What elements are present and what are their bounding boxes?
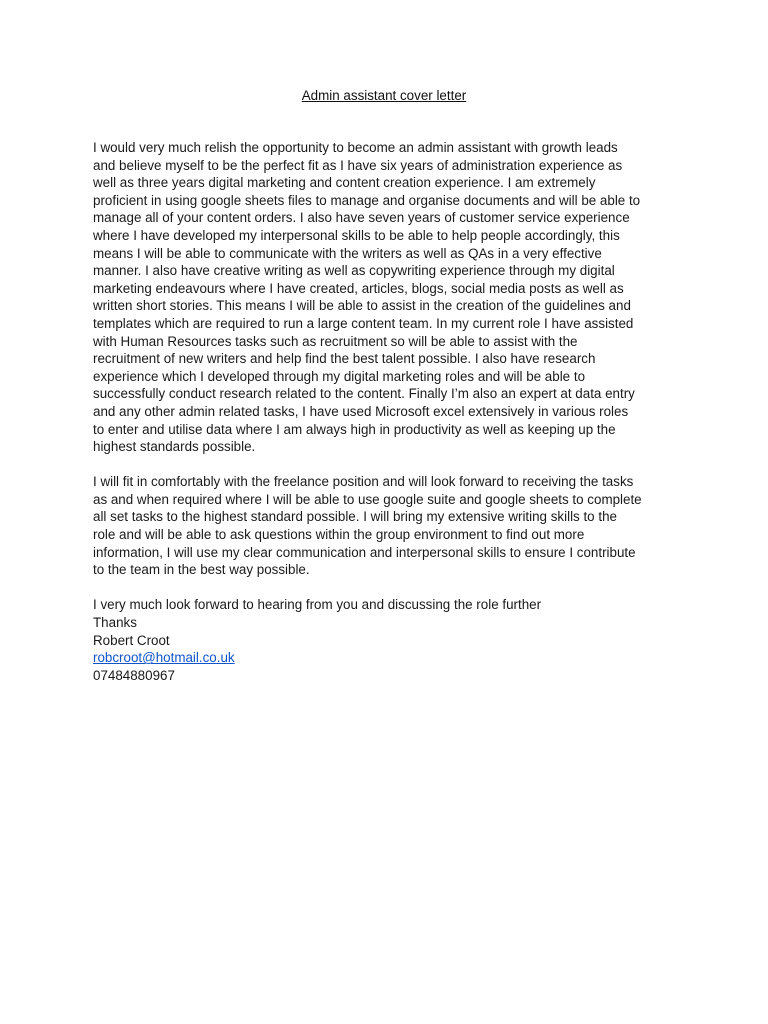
paragraph-freelance: I will fit in comfortably with the freelance position and will look forward to receiving the tasks as and when required where I will be able to use google suite and google sheets to complete all set tasks to the highest standard possible. I will bring my extensive writing skills to the role and will be able to ask questions within the group environment to find out more information, I will use my clear communication and interpersonal skills to ensure I contribute to the team in the best way possible.: [93, 474, 642, 578]
letter-body: [93, 139, 683, 684]
paragraph-spacer: [93, 579, 683, 597]
email-link[interactable]: robcroot@hotmail.co.uk: [93, 650, 235, 666]
signature-name: Robert Croot: [93, 632, 170, 648]
document-title: Admin assistant cover letter: [301, 88, 467, 103]
phone-number: 07484880967: [93, 667, 175, 683]
closing-line: I very much look forward to hearing from you and discussing the role further: [93, 597, 542, 613]
paragraph-intro: I would very much relish the opportunity to become an admin assistant with growth leads and believe myself to be the perfect fit as I have six years of administration experience as well as three years digital marketing and content creation experience. I am extremely proficient in using google sheets files to manage and organise documents and will be able to manage all of your content orders. I also have seven years of customer service experience where I have developed my interpersonal skills to be able to help people accordingly, this means I will be able to communicate with the writers as well as QAs in a very effective manner. I also have creative writing as well as copywriting experience through my digital marketing endeavours where I have created, articles, blogs, social media posts as well as written short stories. This means I will be able to assist in the creation of the guidelines and templates which are required to run a large content team. In my current role I have assisted with Human Resources tasks such as recruitment so will be able to assist with the recruitment of new writers and help find the best talent possible. I also have research experience which I developed through my digital marketing roles and will be able to successfully conduct research related to the content. Finally I’m also an expert at data entry and any other admin related tasks, I have used Microsoft excel extensively in various roles to enter and utilise data where I am always high in productivity as well as keeping up the highest standards possible.: [93, 140, 641, 455]
paragraph-spacer: [93, 456, 683, 474]
sign-off: Thanks: [93, 615, 137, 631]
